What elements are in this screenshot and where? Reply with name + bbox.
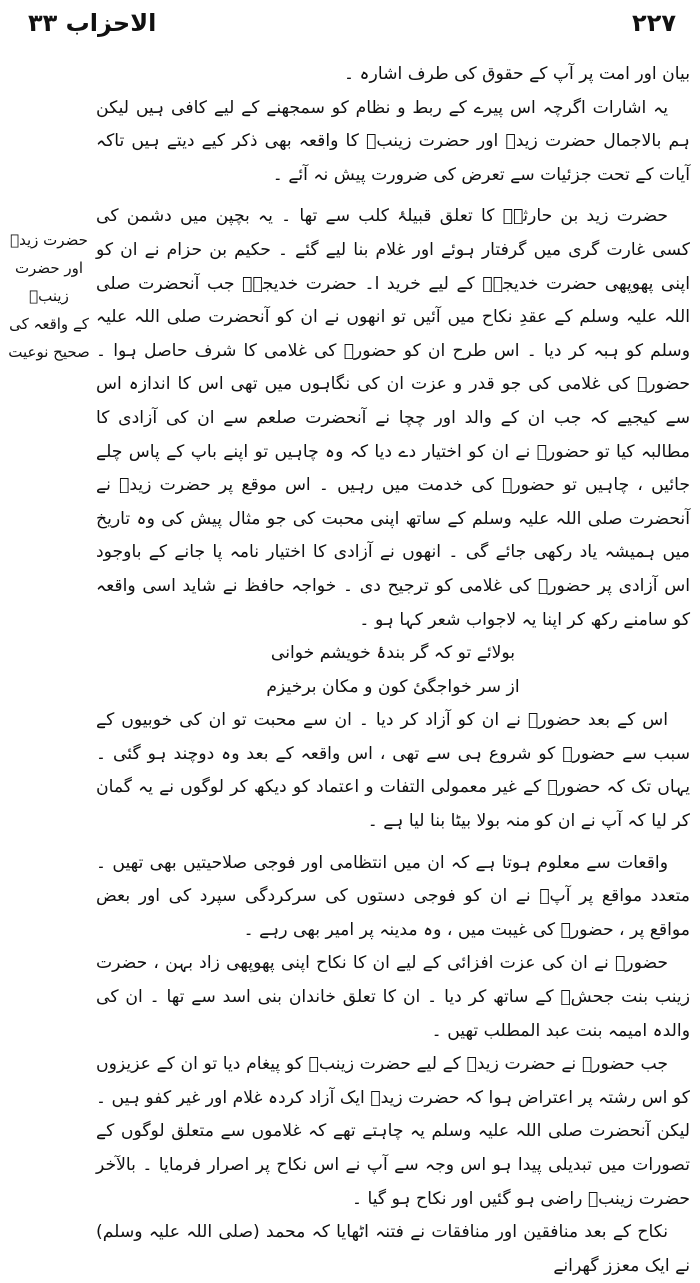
paragraph: یہ اشارات اگرچہ اس پیرے کے ربط و نظام کو سمجھنے کے لیے کافی ہیں لیکن ہم بالاجمال حضرت زیدؓ اور حضرت زینبؓ کا واقعہ بھی ذکر کیے دیتے ہیں تاکہ آیات کے تحت جزئیات سے تعرض کی ضرورت پیش نہ آئے ۔: [96, 97, 690, 185]
margin-note-line: صحیح نوعیت: [8, 343, 90, 361]
paragraph: اس کے بعد حضورؐ نے ان کو آزاد کر دیا ۔ ان سے محبت تو ان کی خوبیوں کے سبب سے حضورؐ کو شروع ہی سے تھی ، اس واقعہ کے بعد وہ دوچند ہو گئی ۔ یہاں تک کہ حضورؐ کے غیر معمولی التفات و اعتماد کو دیکھ کر لوگوں نے یہ گمان کر لیا کہ آپ نے ان کو منہ بولا بیٹا بنا لیا ہے ۔: [96, 710, 690, 832]
page-number: ۲۲۷: [632, 9, 676, 37]
surah-title: الاحزاب ۳۳: [28, 9, 157, 37]
margin-note-line: اور حضرت زینبؓ: [14, 259, 84, 305]
page-header: [28, 6, 676, 40]
paragraph: بیان اور امت پر آپ کے حقوق کی طرف اشارہ ۔: [343, 64, 690, 84]
margin-note-line: حضرت زیدؓ: [10, 231, 88, 249]
paragraph: حضرت زید بن حارثہؓ کا تعلق قبیلۂ کلب سے تھا ۔ یہ بچپن میں دشمن کی کسی غارت گری میں گرفتار ہوئے اور غلام بنا لیے گئے ۔ حکیم بن حزام نے ان کو اپنی پھوپھی حضرت خدیجہؓ کے لیے خرید ا۔ حضرت خدیجہؓ جب آنحضرت صلی اللہ علیہ وسلم کے عقدِ نکاح میں آئیں تو انھوں نے ان کو آنحضرت صلی اللہ علیہ وسلم کو ہبہ کر دیا ۔ اس طرح ان کو حضورؐ کی غلامی کا شرف حاصل ہوا ۔ حضورؐ کی غلامی کی جو قدر و عزت ان کی نگاہوں میں تھی اس کا اندازہ اس سے کیجیے کہ جب ان کے والد اور چچا نے آنحضرت صلعم سے ان کی آزادی کا مطالبہ کیا تو حضورؐ نے ان کو اختیار دے دیا کہ وہ چاہیں تو اپنے باپ کے پاس چلے جائیں ، چاہیں تو حضورؐ کی خدمت میں رہیں ۔ اس موقع پر حضرت زیدؓ نے آنحضرت صلی اللہ علیہ وسلم کے ساتھ اپنی محبت کی جو مثال پیش کی وہ تاریخ میں ہمیشہ یاد رکھی جائے گی ۔ انھوں نے آزادی کا اختیار نامہ پا جانے کے باوجود اس آزادی پر حضورؐ کی غلامی کو ترجیح دی ۔ خواجہ حافظ نے شاید اسی واقعہ کو سامنے رکھ کر اپنا یہ لاجواب شعر کہا ہو ۔: [96, 206, 690, 630]
paragraph: نکاح کے بعد منافقین اور منافقات نے فتنہ اٹھایا کہ محمد (صلی اللہ علیہ وسلم) نے ایک معزز گھرانے: [96, 1222, 690, 1276]
margin-note: [6, 226, 92, 366]
body-text: [96, 58, 690, 1283]
margin-note-line: کے واقعہ کی: [9, 315, 89, 333]
verse-line: بولائے تو کہ گر بندۂ خویشم خوانی: [270, 643, 516, 664]
paragraph: جب حضورؐ نے حضرت زیدؓ کے لیے حضرت زینبؓ کو پیغام دیا تو ان کے عزیزوں کو اس رشتہ پر اعتراض ہوا کہ حضرت زیدؓ ایک آزاد کردہ غلام اور غیر کفو ہیں ۔ لیکن آنحضرت صلی اللہ علیہ وسلم یہ چاہتے تھے کہ غلاموں سے متعلق لوگوں کے تصورات میں تبدیلی پیدا ہو اس وجہ سے آپ نے اس نکاح پر اصرار فرمایا ۔ بالآخر حضرت زینبؓ راضی ہو گئیں اور نکاح ہو گیا ۔: [96, 1054, 690, 1209]
paragraph: حضورؐ نے ان کی عزت افزائی کے لیے ان کا نکاح اپنی پھوپھی زاد بہن ، حضرت زینب بنت جحشؓ کے ساتھ کر دیا ۔ ان کا تعلق خاندان بنی اسد سے تھا ۔ ان کی والدہ امیمہ بنت عبد المطلب تھیں ۔: [96, 953, 690, 1041]
paragraph: واقعات سے معلوم ہوتا ہے کہ ان میں انتظامی اور فوجی صلاحیتیں بھی تھیں ۔ متعدد مواقع پر آپؐ نے ان کو فوجی دستوں کی سرکردگی سپرد کی اور بعض مواقع پر ، حضورؐ کی غیبت میں ، وہ مدینہ پر امیر بھی رہے ۔: [96, 852, 690, 940]
verse-line: از سر خواجگیٔ کون و مکان برخیزم: [266, 676, 520, 697]
